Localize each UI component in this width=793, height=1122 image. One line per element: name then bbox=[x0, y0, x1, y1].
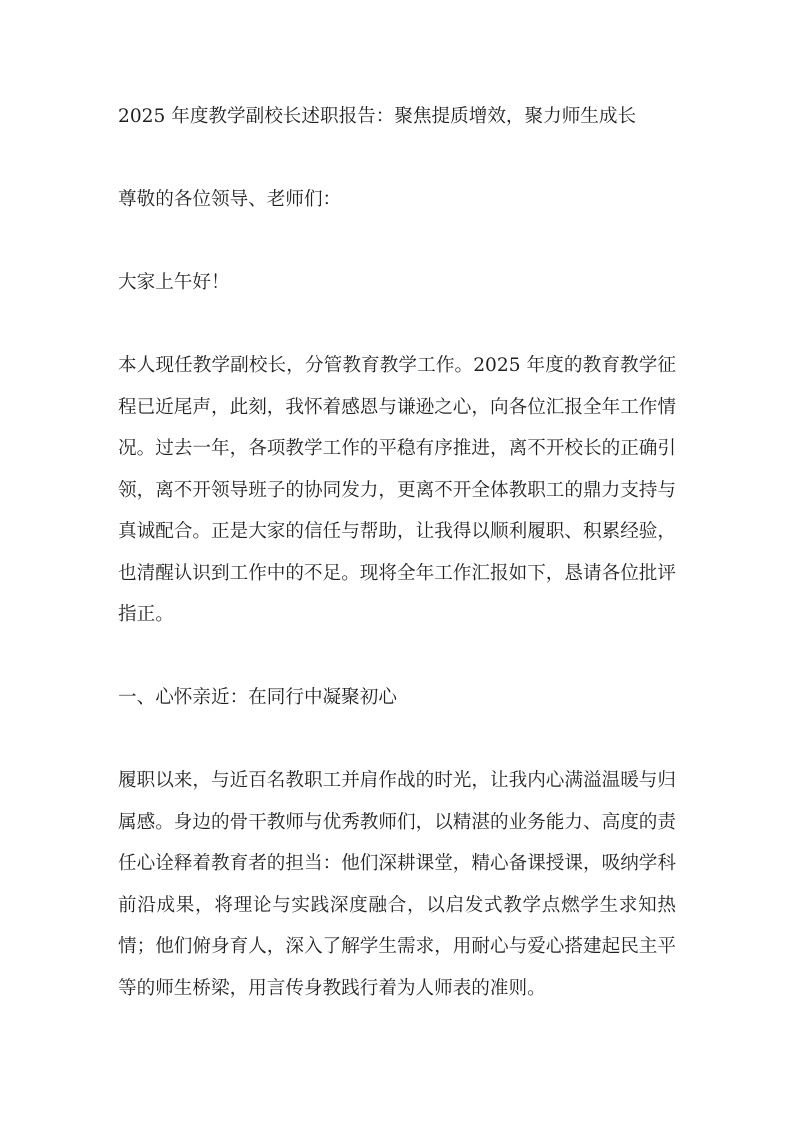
section-1-heading: 一、心怀亲近：在同行中凝聚初心 bbox=[118, 687, 397, 708]
greeting-line: 大家上午好！ bbox=[118, 272, 230, 293]
document-title: 2025 年度教学副校长述职报告：聚焦提质增效，聚力师生成长 bbox=[118, 106, 637, 127]
intro-paragraph: 本人现任教学副校长，分管教育教学工作。2025 年度的教育教学征程已近尾声，此刻，我怀着感恩与谦逊之心，向各位汇报全年工作情况。过去一年，各项教学工作的平稳有序推进，离不开校长的正确引领，离不开领导班子的协同发力，更离不开全体教职工的鼎力支持与真诚配合。正是大家的信任与帮助，让我得以顺利履职、积累经验，也清醒认识到工作中的不足。现将全年工作汇报如下，恳请各位批评指正。 bbox=[118, 355, 676, 625]
salutation-line: 尊敬的各位领导、老师们： bbox=[118, 189, 342, 210]
section-1-paragraph: 履职以来，与近百名教职工并肩作战的时光，让我内心满溢温暖与归属感。身边的骨干教师与优秀教师们，以精湛的业务能力、高度的责任心诠释着教育者的担当：他们深耕课堂，精心备课授课，吸纳学科前沿成果，将理论与实践深度融合，以启发式教学点燃学生求知热情；他们俯身育人，深入了解学生需求，用耐心与爱心搭建起民主平等的师生桥梁，用言传身教践行着为人师表的准则。 bbox=[118, 770, 676, 999]
